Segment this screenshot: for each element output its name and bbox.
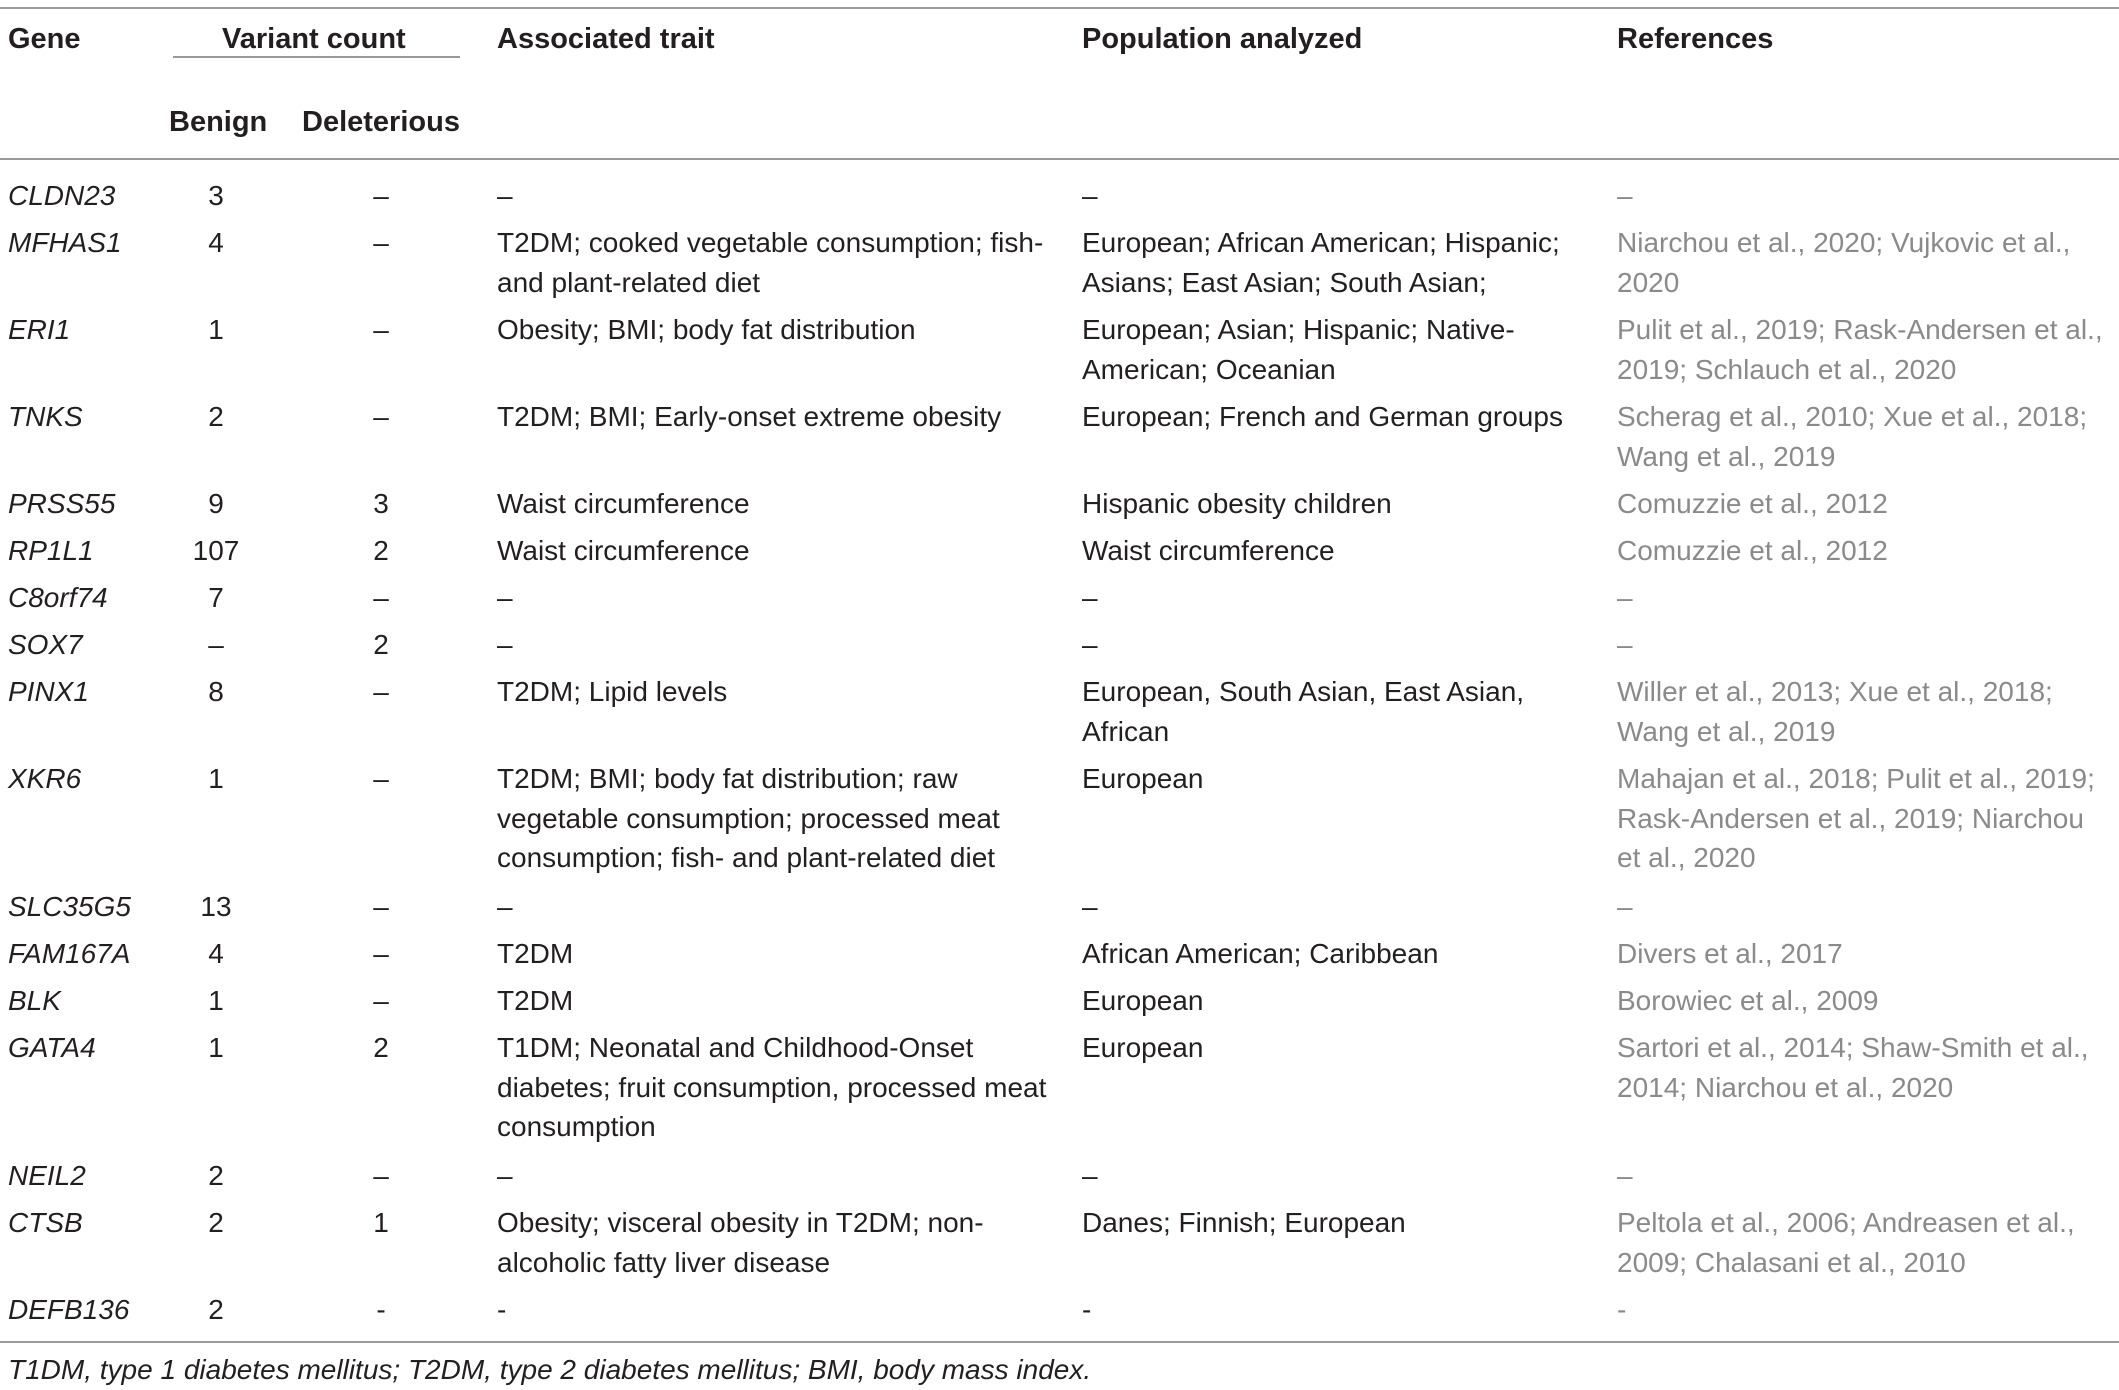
associated-trait-cell: – [497, 582, 513, 613]
gene-cell: XKR6 [8, 763, 82, 794]
references-cell: Comuzzie et al., 2012 [1617, 535, 1888, 566]
associated-trait-cell: T2DM; BMI; body fat distribution; raw vegetable consumption; processed meat consumption; fish- and plant-related diet [497, 763, 1000, 873]
deleterious-count-cell: – [373, 938, 389, 969]
population-cell: – [1082, 629, 1098, 660]
associated-trait-cell: – [497, 1160, 513, 1191]
references-cell: - [1617, 1294, 1627, 1325]
gene-cell: GATA4 [8, 1032, 96, 1063]
population-cell: Hispanic obesity children [1082, 488, 1392, 519]
population-cell: – [1082, 180, 1098, 211]
benign-count-cell: – [208, 629, 224, 660]
benign-count-cell: 1 [208, 763, 224, 794]
references-cell: Pulit et al., 2019; Rask-Andersen et al., 2019; Schlauch et al., 2020 [1617, 314, 2103, 385]
references-cell: – [1617, 891, 1633, 922]
population-cell: - [1082, 1294, 1092, 1325]
deleterious-count-cell: – [373, 180, 389, 211]
benign-count-cell: 8 [208, 676, 224, 707]
deleterious-count-cell: – [373, 1160, 389, 1191]
population-cell: African American; Caribbean [1082, 938, 1439, 969]
references-cell: – [1617, 1160, 1633, 1191]
gene-cell: SOX7 [8, 629, 83, 660]
references-cell: – [1617, 629, 1633, 660]
references-cell: Scherag et al., 2010; Xue et al., 2018; Wang et al., 2019 [1617, 401, 2088, 472]
header-associated-trait: Associated trait [497, 23, 715, 55]
header-population-analyzed: Population analyzed [1082, 23, 1363, 55]
associated-trait-cell: T2DM; Lipid levels [497, 676, 728, 707]
gene-cell: PRSS55 [8, 488, 116, 519]
benign-count-cell: 3 [208, 180, 224, 211]
table-top-rule [0, 7, 2119, 9]
header-variant-count: Variant count [222, 23, 406, 55]
references-cell: Niarchou et al., 2020; Vujkovic et al., 2020 [1617, 227, 2071, 298]
benign-count-cell: 2 [208, 1160, 224, 1191]
gene-cell: MFHAS1 [8, 227, 122, 258]
population-cell: European; Asian; Hispanic; Native-American; Oceanian [1082, 314, 1515, 385]
deleterious-count-cell: 3 [373, 488, 389, 519]
associated-trait-cell: – [497, 180, 513, 211]
benign-count-cell: 4 [208, 938, 224, 969]
deleterious-count-cell: 2 [373, 629, 389, 660]
deleterious-count-cell: – [373, 227, 389, 258]
table-bottom-rule [0, 1341, 2119, 1343]
benign-count-cell: 2 [208, 1207, 224, 1238]
benign-count-cell: 2 [208, 1294, 224, 1325]
deleterious-count-cell: – [373, 985, 389, 1016]
references-cell: Sartori et al., 2014; Shaw-Smith et al., 2014; Niarchou et al., 2020 [1617, 1032, 2089, 1103]
benign-count-cell: 107 [192, 535, 240, 566]
deleterious-count-cell: 2 [373, 535, 389, 566]
associated-trait-cell: – [497, 891, 513, 922]
population-cell: – [1082, 891, 1098, 922]
deleterious-count-cell: 2 [373, 1032, 389, 1063]
deleterious-count-cell: – [373, 891, 389, 922]
associated-trait-cell: T2DM [497, 985, 574, 1016]
population-cell: – [1082, 1160, 1098, 1191]
population-cell: Waist circumference [1082, 535, 1335, 566]
variant-count-underline [173, 56, 460, 58]
gene-cell: FAM167A [8, 938, 131, 969]
population-cell: Danes; Finnish; European [1082, 1207, 1406, 1238]
associated-trait-cell: - [497, 1294, 507, 1325]
gene-cell: DEFB136 [8, 1294, 130, 1325]
associated-trait-cell: T2DM [497, 938, 574, 969]
associated-trait-cell: T1DM; Neonatal and Childhood-Onset diabetes; fruit consumption, processed meat consumption [497, 1032, 1047, 1142]
gene-cell: TNKS [8, 401, 83, 432]
gene-cell: RP1L1 [8, 535, 94, 566]
deleterious-count-cell: – [373, 401, 389, 432]
references-cell: Peltola et al., 2006; Andreasen et al., 2009; Chalasani et al., 2010 [1617, 1207, 2075, 1278]
benign-count-cell: 1 [208, 314, 224, 345]
gene-cell: BLK [8, 985, 61, 1016]
references-cell: Willer et al., 2013; Xue et al., 2018; Wang et al., 2019 [1617, 676, 2053, 747]
benign-count-cell: 13 [200, 891, 232, 922]
associated-trait-cell: Obesity; visceral obesity in T2DM; non-alcoholic fatty liver disease [497, 1207, 984, 1278]
population-cell: European; French and German groups [1082, 401, 1563, 432]
header-gene: Gene [8, 23, 81, 55]
header-benign: Benign [169, 106, 268, 138]
header-bottom-rule [0, 158, 2119, 160]
deleterious-count-cell: – [373, 314, 389, 345]
associated-trait-cell: T2DM; BMI; Early-onset extreme obesity [497, 401, 1002, 432]
population-cell: European, South Asian, East Asian, African [1082, 676, 1525, 747]
references-cell: Divers et al., 2017 [1617, 938, 1843, 969]
references-cell: Mahajan et al., 2018; Pulit et al., 2019; Rask-Andersen et al., 2019; Niarchou et al., 2020 [1617, 763, 2095, 873]
gene-cell: C8orf74 [8, 582, 108, 613]
benign-count-cell: 9 [208, 488, 224, 519]
deleterious-count-cell: – [373, 582, 389, 613]
population-cell: European [1082, 1032, 1204, 1063]
deleterious-count-cell: – [373, 763, 389, 794]
gene-cell: NEIL2 [8, 1160, 86, 1191]
table-footnote: T1DM, type 1 diabetes mellitus; T2DM, type 2 diabetes mellitus; BMI, body mass index. [8, 1354, 1092, 1385]
associated-trait-cell: Waist circumference [497, 488, 750, 519]
gene-cell: SLC35G5 [8, 891, 131, 922]
header-deleterious: Deleterious [302, 106, 460, 138]
deleterious-count-cell: 1 [373, 1207, 389, 1238]
associated-trait-cell: Waist circumference [497, 535, 750, 566]
population-cell: European [1082, 985, 1204, 1016]
population-cell: – [1082, 582, 1098, 613]
population-cell: European [1082, 763, 1204, 794]
gene-cell: CLDN23 [8, 180, 116, 211]
benign-count-cell: 4 [208, 227, 224, 258]
references-cell: Borowiec et al., 2009 [1617, 985, 1879, 1016]
benign-count-cell: 7 [208, 582, 224, 613]
benign-count-cell: 1 [208, 1032, 224, 1063]
gene-cell: PINX1 [8, 676, 89, 707]
references-cell: – [1617, 180, 1633, 211]
population-cell: European; African American; Hispanic; Asians; East Asian; South Asian; [1082, 227, 1560, 298]
benign-count-cell: 1 [208, 985, 224, 1016]
references-cell: – [1617, 582, 1633, 613]
header-references: References [1617, 23, 1774, 55]
associated-trait-cell: – [497, 629, 513, 660]
gene-cell: ERI1 [8, 314, 71, 345]
associated-trait-cell: T2DM; cooked vegetable consumption; fish- and plant-related diet [497, 227, 1044, 298]
associated-trait-cell: Obesity; BMI; body fat distribution [497, 314, 916, 345]
deleterious-count-cell: - [376, 1294, 386, 1325]
deleterious-count-cell: – [373, 676, 389, 707]
gene-cell: CTSB [8, 1207, 83, 1238]
benign-count-cell: 2 [208, 401, 224, 432]
references-cell: Comuzzie et al., 2012 [1617, 488, 1888, 519]
